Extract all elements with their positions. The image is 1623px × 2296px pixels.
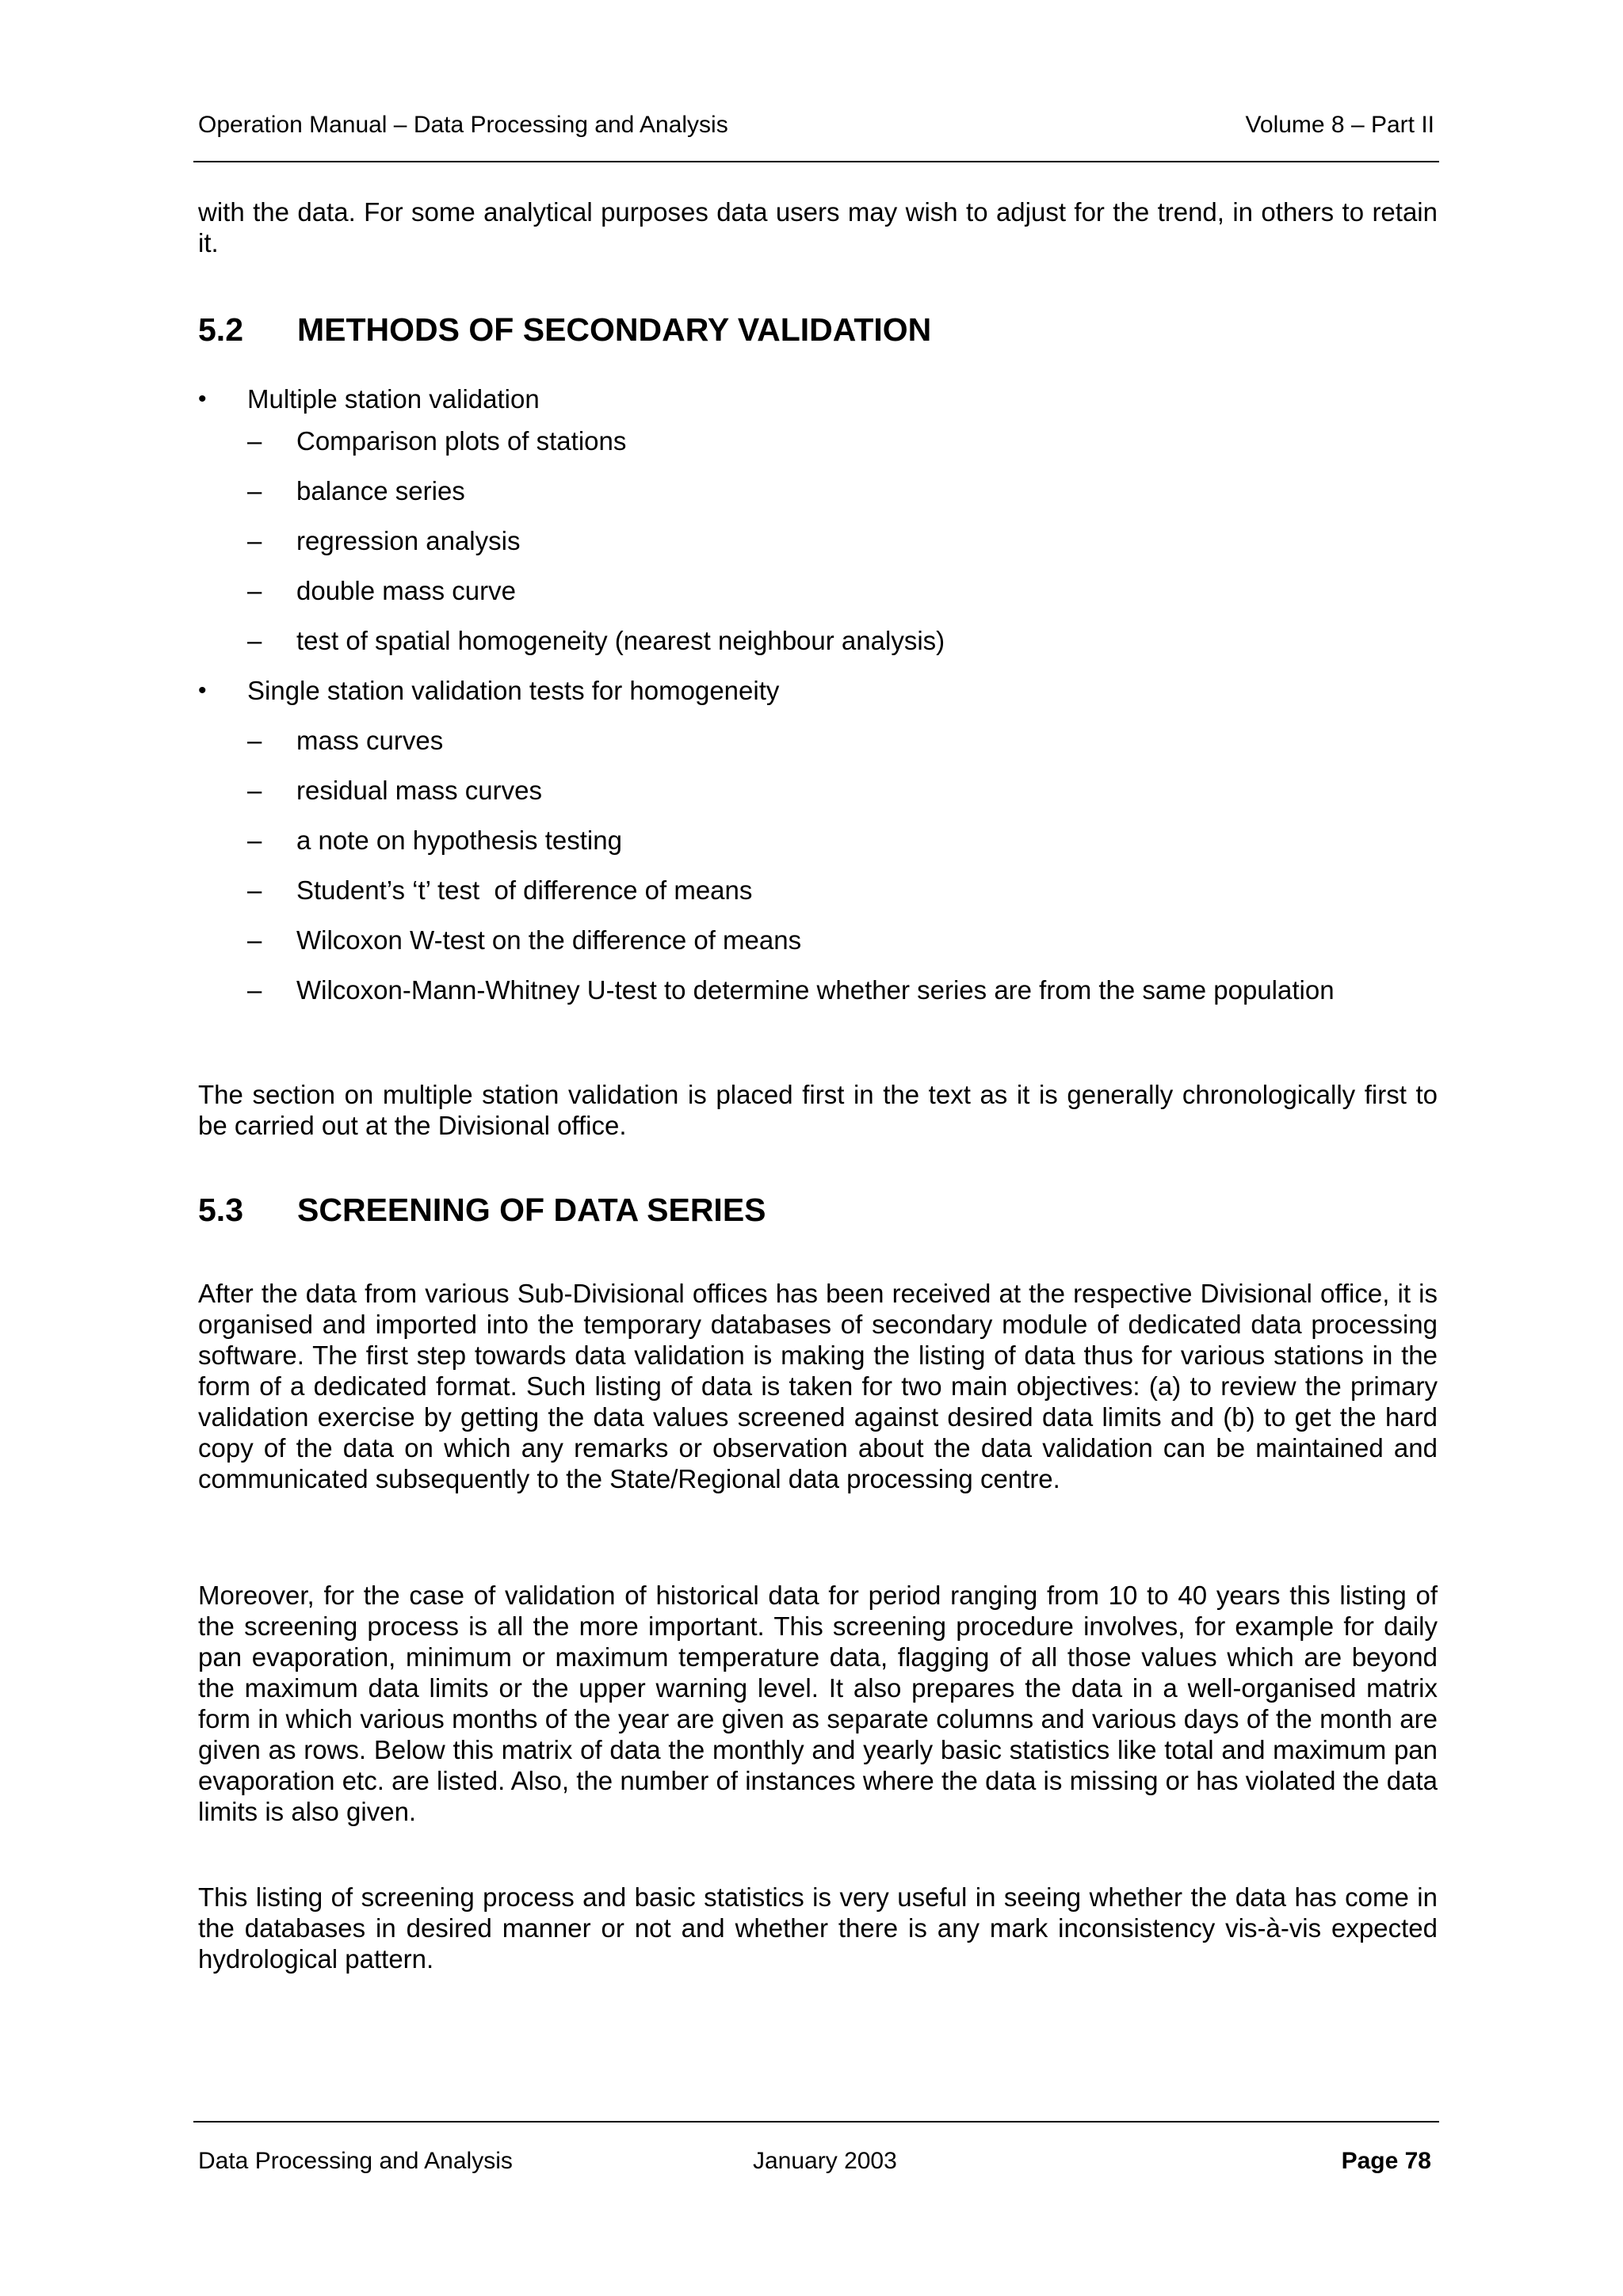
footer-document-title: Data Processing and Analysis bbox=[198, 2148, 513, 2174]
page-header bbox=[198, 111, 1434, 139]
list-item-text: Student’s ‘t’ test of difference of means bbox=[296, 875, 753, 905]
footer-page-number: Page 78 bbox=[1341, 2148, 1431, 2174]
footer-divider bbox=[193, 2121, 1439, 2122]
dash-icon: – bbox=[247, 776, 262, 805]
dash-icon: – bbox=[247, 626, 262, 655]
section-5-3-paragraph-3: This listing of screening process and basic statistics is very useful in seeing whether the data has come in the databases in desired manner or not and whether there is any mark inconsistency vis-à-vis expected hydrological pattern. bbox=[198, 1882, 1438, 1974]
dash-icon: – bbox=[247, 426, 262, 456]
bullet-label: Multiple station validation bbox=[247, 384, 540, 414]
dash-icon: – bbox=[247, 875, 262, 905]
dash-icon: – bbox=[247, 726, 262, 755]
list-item-text: Wilcoxon W-test on the difference of means bbox=[296, 925, 802, 955]
dash-icon: – bbox=[247, 975, 262, 1005]
list-item-text: residual mass curves bbox=[296, 776, 542, 805]
list-item-text: double mass curve bbox=[296, 576, 516, 605]
list-item-text: test of spatial homogeneity (nearest neighbour analysis) bbox=[296, 626, 945, 655]
bullet-label: Single station validation tests for homogeneity bbox=[247, 676, 780, 705]
section-5-2-heading bbox=[198, 311, 1434, 349]
header-divider bbox=[193, 161, 1439, 162]
dash-icon: – bbox=[247, 526, 262, 555]
header-volume: Volume 8 – Part II bbox=[1245, 112, 1434, 138]
section-title: METHODS OF SECONDARY VALIDATION bbox=[297, 311, 932, 348]
dash-icon: – bbox=[247, 476, 262, 505]
list-item-text: a note on hypothesis testing bbox=[296, 826, 622, 855]
list-item-text: Comparison plots of stations bbox=[296, 426, 627, 456]
list-item-text: balance series bbox=[296, 476, 465, 505]
section-5-3-paragraph-1: After the data from various Sub-Divisional offices has been received at the respective Divisional office, it is organised and imported into the temporary databases of secondary module of dedicated data processing software. The first step towards data validation is making the listing of data thus for various stations in the form of a dedicated format. Such listing of data is taken for two main objectives: (a) to review the primary validation exercise by getting the data values screened against desired data limits and (b) to get the hard copy of the data on which any remarks or observation about the data validation can be maintained and communicated subsequently to the State/Regional data processing centre. bbox=[198, 1279, 1438, 1493]
intro-paragraph: with the data. For some analytical purposes data users may wish to adjust for the trend, in others to retain it. bbox=[198, 197, 1438, 257]
list-item-text: mass curves bbox=[296, 726, 444, 755]
section-title: SCREENING OF DATA SERIES bbox=[297, 1192, 766, 1228]
list-item-text: regression analysis bbox=[296, 526, 521, 555]
section-5-3-paragraph-2: Moreover, for the case of validation of historical data for period ranging from 10 to 40 years this listing of the screening process is all the more important. This screening procedure involves, for example for daily pan evaporation, minimum or maximum temperature data, flagging of all those values which are beyond the maximum data limits or the upper warning level. It also prepares the data in a well-organised matrix form in which various months of the year are given as separate columns and various days of the month are given as rows. Below this matrix of data the monthly and yearly basic statistics like total and maximum pan evaporation etc. are listed. Also, the number of instances where the data is missing or has violated the data limits is also given. bbox=[198, 1581, 1438, 1826]
bullet-icon: • bbox=[198, 677, 207, 704]
section-5-3-heading bbox=[198, 1191, 1434, 1229]
footer-date: January 2003 bbox=[753, 2148, 897, 2174]
header-title: Operation Manual – Data Processing and Analysis bbox=[198, 112, 728, 138]
dash-icon: – bbox=[247, 826, 262, 855]
dash-icon: – bbox=[247, 576, 262, 605]
section-number: 5.3 bbox=[198, 1192, 243, 1228]
section-number: 5.2 bbox=[198, 311, 243, 348]
section-5-2-closing-paragraph: The section on multiple station validation is placed first in the text as it is generally chronologically first to be carried out at the Divisional office. bbox=[198, 1080, 1438, 1140]
bullet-icon: • bbox=[198, 386, 207, 412]
dash-icon: – bbox=[247, 925, 262, 955]
list-item-text: Wilcoxon-Mann-Whitney U-test to determine whether series are from the same population bbox=[296, 975, 1335, 1005]
